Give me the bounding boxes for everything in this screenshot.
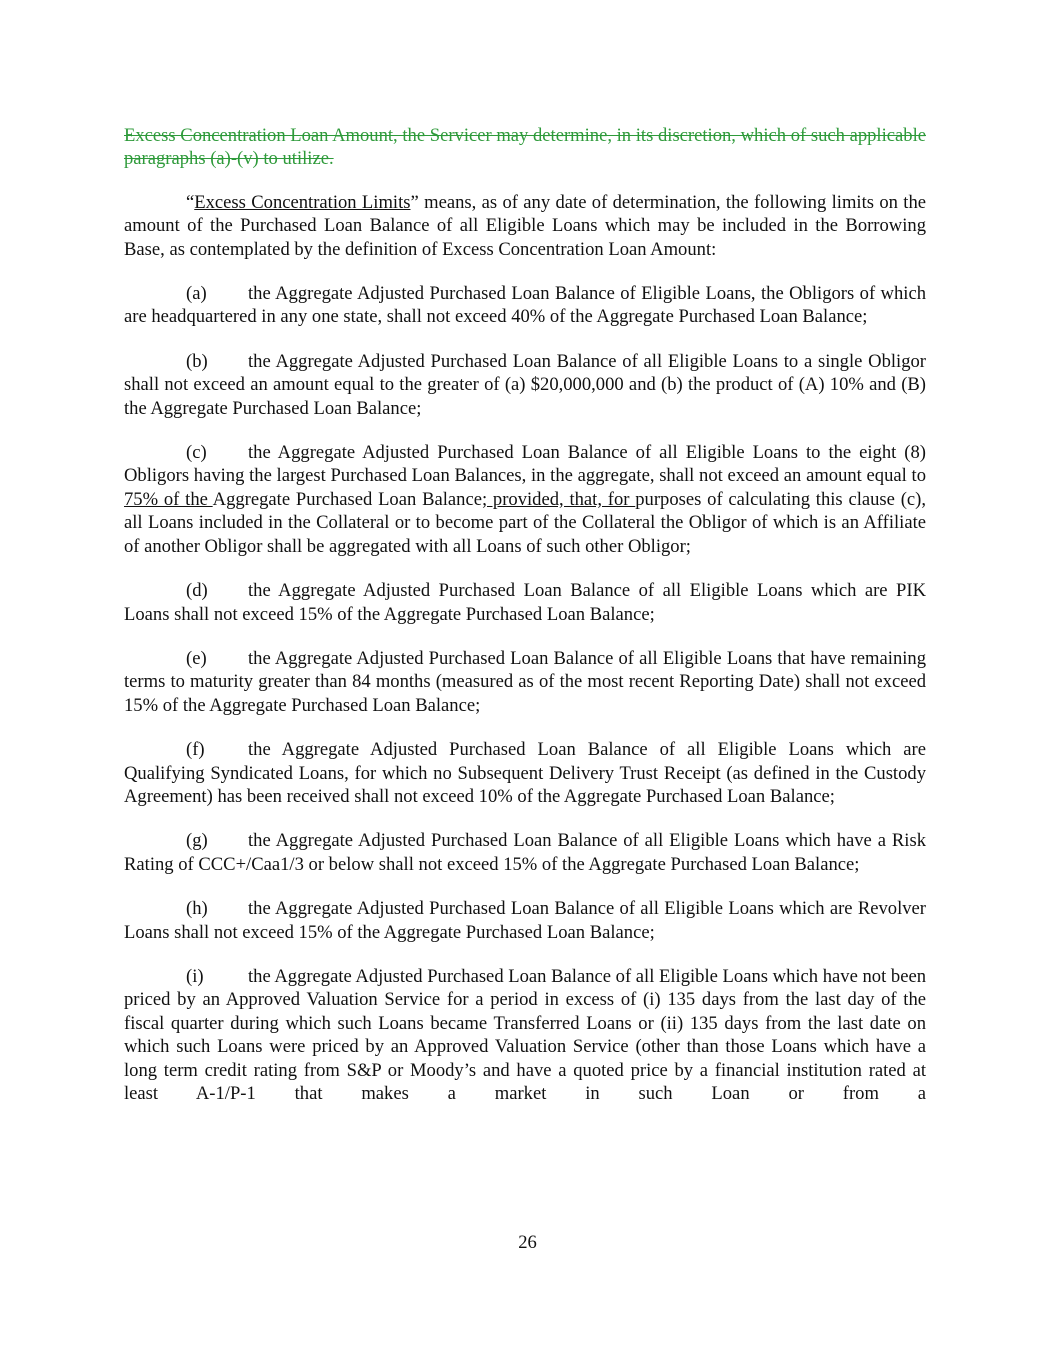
clause-e xyxy=(124,647,926,717)
clause-text: the Aggregate Adjusted Purchased Loan Balance of all Eligible Loans to a single Obligor shall not exceed an amount equal to the greater of (a) $20,000,000 and (b) the product of (A) 10% and (B) the Aggregate Purchased Loan Balance; xyxy=(124,350,926,419)
clause-label: (g) xyxy=(186,830,208,852)
deleted-intro-text: Excess Concentration Loan Amount, the Servicer may determine, in its discretion, which of such applicable paragraphs (a)-(v) to utilize. xyxy=(124,125,926,170)
clause-d xyxy=(124,579,926,626)
document-body xyxy=(124,124,926,1126)
clause-label: (d) xyxy=(186,580,208,602)
clause-label: (h) xyxy=(186,898,208,920)
clause-text: the Aggregate Adjusted Purchased Loan Balance of all Eligible Loans which are PIK Loans shall not exceed 15% of the Aggregate Purchased Loan Balance; xyxy=(124,580,926,625)
definition-excess-concentration-limits xyxy=(124,191,926,261)
clause-label: (f) xyxy=(186,739,205,761)
clause-text: Aggregate Purchased Loan Balance xyxy=(212,488,482,510)
clause-c xyxy=(124,441,926,558)
page-number: 26 xyxy=(518,1232,537,1253)
definition-text: ” means, as of any date of determination, the following limits on the amount of the Purchased Loan Balance of all Eligible Loans which may be included in the Borrowing Base, as contemplated by the definition of Excess Concentration Loan Amount: xyxy=(124,191,926,260)
clause-text: the Aggregate Adjusted Purchased Loan Balance of all Eligible Loans that have remaining terms to maturity greater than 84 months (measured as of the most recent Reporting Date) shall not exceed 15% of the Aggregate Purchased Loan Balance; xyxy=(124,647,926,716)
clause-label: (i) xyxy=(186,965,204,987)
clause-underlined-text: 75% of the xyxy=(124,488,213,510)
clause-text: the Aggregate Adjusted Purchased Loan Balance of all Eligible Loans which are Revolver Loans shall not exceed 15% of the Aggregate Purchased Loan Balance; xyxy=(124,898,926,943)
clause-label: (e) xyxy=(186,647,207,669)
clause-b xyxy=(124,350,926,420)
clause-text: the Aggregate Adjusted Purchased Loan Balance of Eligible Loans, the Obligors of which are headquartered in any one state, shall not exceed 40% of the Aggregate Purchased Loan Balance; xyxy=(124,283,926,328)
clause-text: purposes of calculating this clause (c), all Loans included in the Collateral or to become part of the Collateral the Obligor of which is an Affiliate of another Obligor shall be aggregated with all Loans of such other Obligor; xyxy=(124,488,926,557)
clause-text: the Aggregate Adjusted Purchased Loan Balance of all Eligible Loans which are Qualifying Syndicated Loans, for which no Subsequent Delivery Trust Receipt (as defined in the Custody Agreement) has been received shall not exceed 10% of the Aggregate Purchased Loan Balance; xyxy=(124,739,926,807)
clause-g xyxy=(124,829,926,876)
clause-label: (b) xyxy=(186,350,208,372)
clause-a xyxy=(124,282,926,329)
clause-h xyxy=(124,897,926,944)
clause-label: (c) xyxy=(186,442,207,464)
clause-label: (a) xyxy=(186,283,207,305)
clause-text: the Aggregate Adjusted Purchased Loan Balance of all Eligible Loans which have a Risk Rating of CCC+/Caa1/3 or below shall not exceed 15% of the Aggregate Purchased Loan Balance; xyxy=(124,830,926,875)
clause-underlined-text: ; provided, that, for xyxy=(481,488,636,510)
clause-text: the Aggregate Adjusted Purchased Loan Balance of all Eligible Loans which have not been priced by an Approved Valuation Service for a period in excess of (i) 135 days from the last day of the fiscal quarter during which such Loans became Transferred Loans or (ii) 135 days from the last date on which such Loans were priced by an Approved Valuation Service (other than those Loans which have a long term credit rating from S&P or Moody’s and have a quoted price by a financial institution rated at least A-1/P-1 that makes a market in such Loan or from a xyxy=(124,965,926,1104)
open-quote: “ xyxy=(186,191,195,213)
clause-text: the Aggregate Adjusted Purchased Loan Balance of all Eligible Loans to the eight (8) Obligors having the largest Purchased Loan Balances, in the aggregate, shall not exceed an amount equal to xyxy=(124,442,926,487)
defined-term: Excess Concentration Limits xyxy=(194,191,411,213)
clause-i xyxy=(124,965,926,1105)
clause-f xyxy=(124,738,926,808)
